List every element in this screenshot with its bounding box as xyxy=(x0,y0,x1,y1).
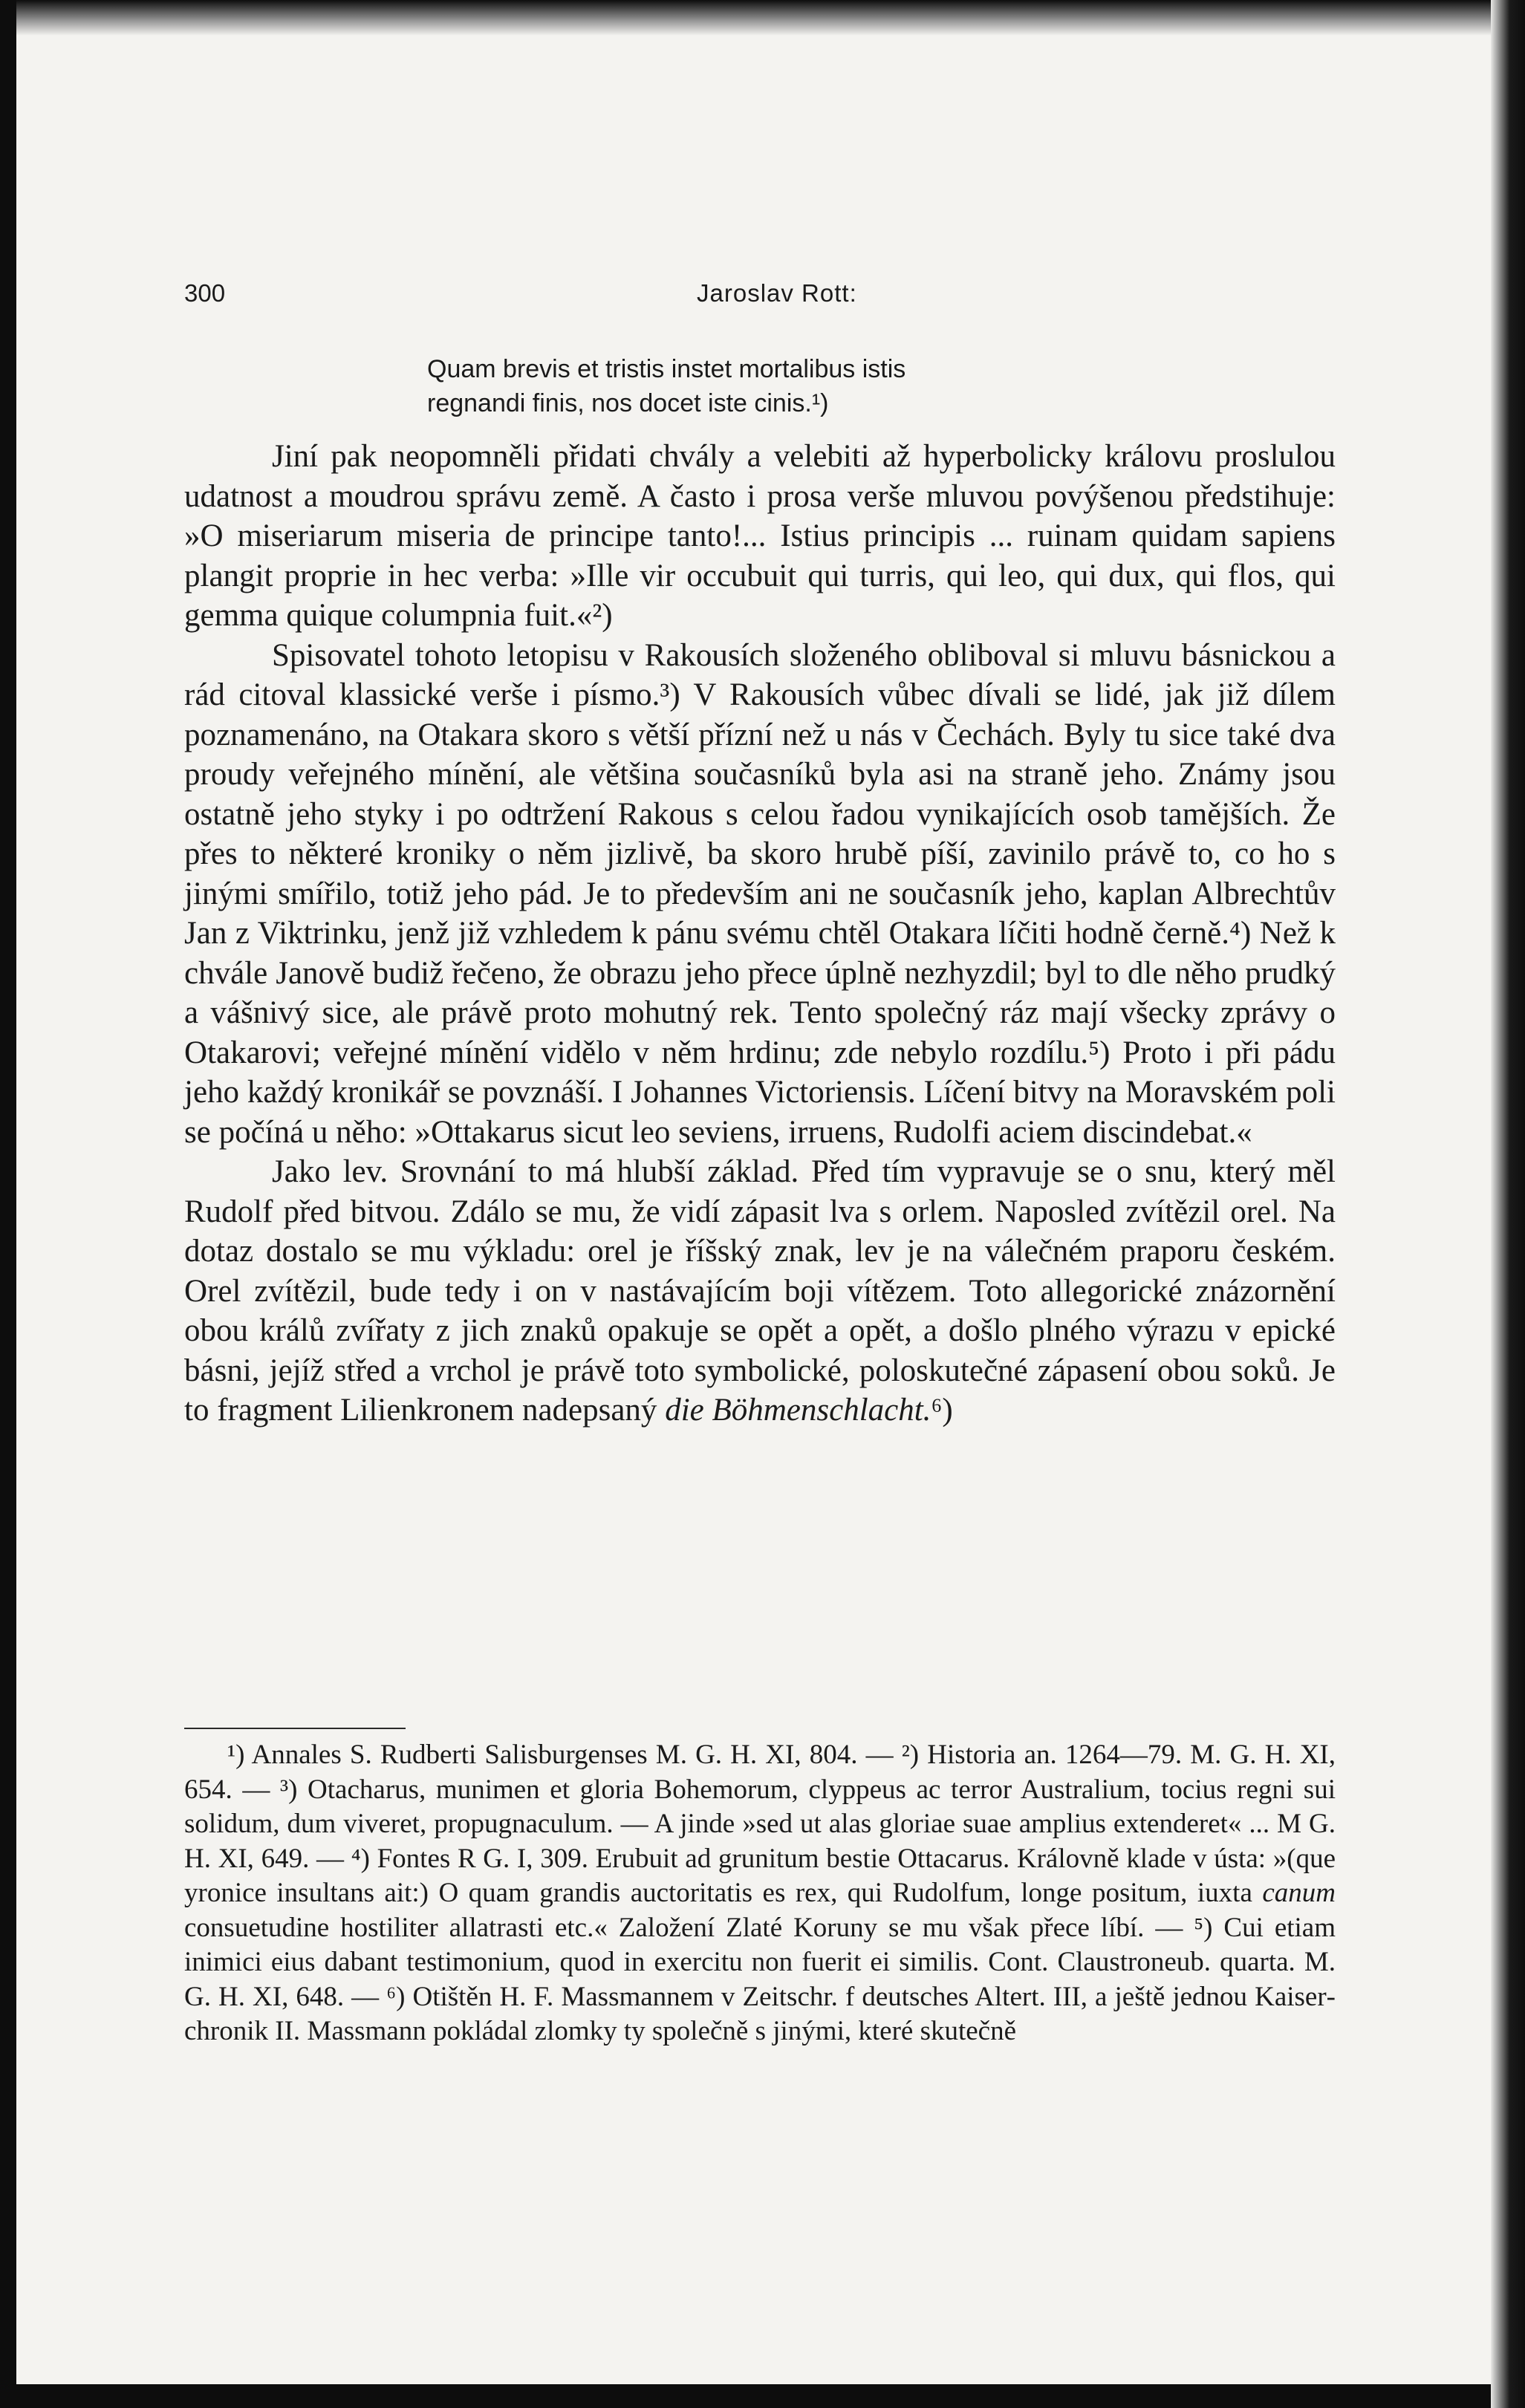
paragraph: Jiní pak neopomněli přidati chvály a velebiti až hyperbolicky královu proslulou udatnost a moudrou správu země. A často i prosa verše mluvou povýšenou předstihuje: »O miseriarum miseria de principe tanto!... Istius principis ... ruinam quidam sapiens plangit proprie in hec verba: »Ille vir occubuit qui turris, qui leo, qui dux, qui flos, qui gemma quique columpnia fuit.«²) xyxy=(184,439,1336,633)
footnotes xyxy=(184,1738,1336,2049)
scan-edge-right xyxy=(1491,0,1525,2408)
paragraph: Spisovatel tohoto letopisu v Rakousích složeného obliboval si mluvu básnickou a rád citoval klassické verše i písmo.³) V Rakousích vůbec dívali se lidé, jak již dílem poznamenáno, na Otakara skoro s větší přízní než u nás v Čechách. Byly tu sice také dva proudy veřejného mínění, ale většina současníků byla asi na straně jeho. Známy jsou ostatně jeho styky i po odtržení Rakous s celou řadou vynikajících osob tamějších. Že přes to některé kroniky o něm jizlivě, ba skoro hrubě píší, zavinilo právě to, co ho s jinými smířilo, totiž jeho pád. Je to především ani ne současník jeho, kaplan Albrechtův Jan z Viktrinku, jenž již vzhledem k pánu svému chtěl Otakara líčiti hodně černě.⁴) Než k chvále Janově budiž řečeno, že obrazu jeho přece úplně nezhyzdil; byl to dle něho prudký a vášnivý sice, ale právě proto mohutný rek. Tento společný ráz mají všecky zprávy o Otakarovi; veřejné mínění vidělo v něm hrdinu; zde nebylo rozdílu.⁵) Proto i při pádu jeho každý kronikář se povznáší. I Johannes Victoriensis. Líčení bitvy na Moravském poli se počíná u něho: »Ottakarus sicut leo seviens, irruens, Rudolfi aciem discindebat.« xyxy=(184,637,1336,1150)
running-header xyxy=(184,279,1336,316)
verse-line: Quam brevis et tristis instet mortalibus istis xyxy=(427,355,906,383)
paragraph xyxy=(184,1152,1336,1431)
footnote-block xyxy=(184,1738,1336,2049)
verse-line: regnandi finis, nos docet iste cinis.¹) xyxy=(427,389,829,417)
running-title: Jaroslav Rott: xyxy=(697,279,857,307)
italic-title: die Böhmenschlacht. xyxy=(665,1393,931,1428)
body-text xyxy=(184,437,1336,1431)
footnote-text: consuetudine hostiliter allatrasti etc.« Založení Zlaté Koruny se mu však přece líbí. — ⁵) Cui etiam inimici eius dabant testimonium, quod in exercitu non fuerit ei similis. Cont. Claustroneub. quarta. M. G. H. XI, 648. — ⁶) Otištěn H. F. Massmannem v Zeitschr. f deutsches Altert. III, a ještě jednou Kaiserchronik II. Massmann pokládal zlomky ty společně s jinými, které skutečně xyxy=(184,1912,1336,2046)
footnote-text: ¹) Annales S. Rudberti Salisburgenses M. G. H. XI, 804. — ²) Historia an. 1264—79. M. G. H. XI, 654. — ³) Otacharus, munimen et gloria Bohemorum, clyppeus ac terror Australium, tocius regni sui solidum, dum viveret, propugnaculum. — A jinde »sed ut alas gloriae suae amplius extenderet« ... M G. H. XI, 649. — ⁴) Fontes R G. I, 309. Erubuit ad grunitum bestie Ottacarus. Královně klade v ústa: »(que yronice insultans ait:) O quam grandis auctoritatis es rex, qui Rudolfum, longe positum, iuxta xyxy=(184,1740,1336,1908)
scan-edge-top xyxy=(16,0,1502,36)
verse-quotation xyxy=(427,352,1170,420)
page-number: 300 xyxy=(184,279,226,307)
paragraph-text: Jako lev. Srovnání to má hlubší základ. Před tím vypravuje se o snu, který měl Rudolf před bitvou. Zdálo se mu, že vidí zápasit lva s orlem. Naposled zvítězil orel. Na dotaz dostalo se mu výkladu: orel je říšský znak, lev je na válečném praporu českém. Orel zvítězil, bude tedy i on v nastávajícím boji vítězem. Toto allegorické znázornění obou králů zvířaty z jich znaků opakuje se opět a opět, a došlo plného výrazu v epické básni, jejíž střed a vrchol je právě toto symbolické, poloskutečné zápasení obou soků. Je to fragment Lilienkronem nadepsaný xyxy=(184,1154,1336,1428)
footnote-separator xyxy=(184,1728,406,1729)
footnote-italic: canum xyxy=(1262,1878,1336,1908)
footnote-ref: ⁶) xyxy=(931,1393,953,1428)
